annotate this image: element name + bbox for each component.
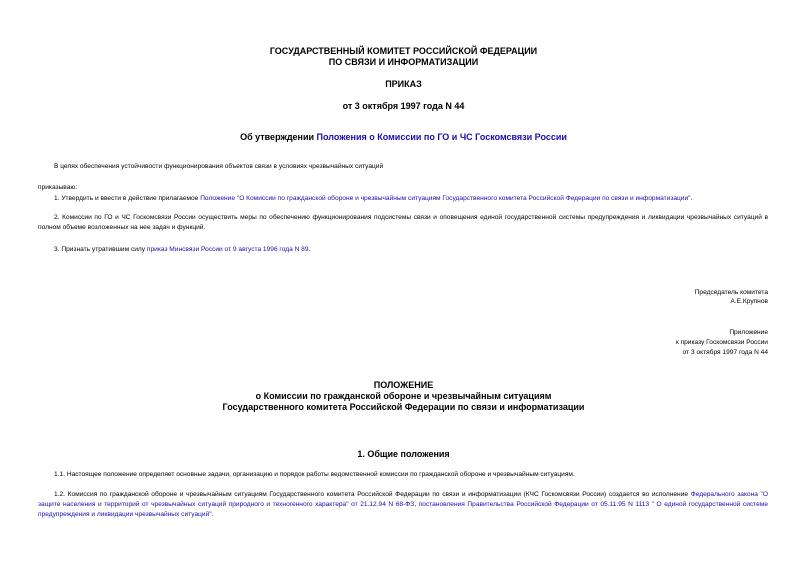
- repealed-order-link[interactable]: приказ Минсвязи России от 9 августа 1996 года N 89: [146, 246, 309, 253]
- section-1-para-2-mid: ,: [414, 501, 419, 508]
- order-item-1-suffix: .: [690, 195, 693, 202]
- order-item-2: 2. Комиссии по ГО и ЧС Госкомсвязи России осуществить меры по обеспечению функционирования подсистемы связи и оповещения единой государственной системы предупреждения и ликвидации чрезвычайных ситуаций в полном объеме возложенных на нее задач и функций.: [38, 214, 768, 231]
- section-1-para-1: 1.1. Настоящее положение определяет основные задачи, организацию и порядок работы ведомственной комиссии по гражданской обороне и чрезвычайным ситуациям.: [54, 471, 575, 478]
- regulation-link[interactable]: Положение "О Комиссии по гражданской обороне и чрезвычайным ситуациям Государственного комитета Российской Федерации по связи и информатизации": [200, 195, 691, 202]
- order-item-1: [38, 194, 768, 204]
- appendix-line-1: Приложение: [729, 329, 768, 336]
- section-1-para-2-prefix: 1.2. Комиссия по гражданской обороне и чрезвычайным ситуациям Государственного комитета Российской Федерации по связи и информатизации (КЧС Госкомсвязи России) создается во исполнение: [54, 491, 691, 498]
- order-item-1-prefix: 1. Утвердить и ввести в действие прилагаемое: [54, 195, 201, 202]
- section-1-para-2: [38, 490, 768, 520]
- signature-position: Председатель комитета: [694, 289, 768, 296]
- government-resolution-link[interactable]: постановления Правительства Российской Федерации от 05.11.95 N 1113 " О единой государственной системе предупреждения и ликвидации чрезвычайных ситуаций": [38, 501, 768, 518]
- doc-type: ПРИКАЗ: [385, 79, 422, 89]
- order-item-3-prefix: 3. Признать утратившим силу: [54, 246, 147, 253]
- doc-subject: [0, 132, 807, 143]
- preamble: В целях обеспечения устойчивости функционирования объектов связи в условиях чрезвычайных ситуаций: [54, 163, 384, 170]
- section-1-heading: 1. Общие положения: [357, 449, 450, 459]
- section-1-para-2-suffix: .: [211, 511, 214, 518]
- regulation-subtitle-1: о Комиссии по гражданской обороне и чрезвычайным ситуациям: [255, 391, 552, 401]
- issuer-line-2: ПО СВЯЗИ И ИНФОРМАТИЗАЦИИ: [328, 57, 479, 67]
- appendix-line-2: к приказу Госкомсвязи России: [675, 339, 768, 346]
- regulation-subtitle-2: Государственного комитета Российской Федерации по связи и информатизации: [222, 402, 585, 412]
- subject-regulation-link[interactable]: Положения о Комиссии по ГО и ЧС Госкомсвязи России: [316, 132, 567, 142]
- order-item-3: [38, 245, 768, 255]
- issuer-line-1: ГОСУДАРСТВЕННЫЙ КОМИТЕТ РОССИЙСКОЙ ФЕДЕРАЦИИ: [269, 46, 538, 56]
- regulation-title: ПОЛОЖЕНИЕ: [373, 380, 434, 390]
- order-item-3-suffix: .: [308, 246, 311, 253]
- doc-date-number: от 3 октября 1997 года N 44: [342, 101, 465, 111]
- order-word: приказываю:: [38, 184, 78, 191]
- signature-name: А.Е.Крупнов: [730, 298, 768, 305]
- federal-law-link[interactable]: Федерального закона "О защите населения и территорий от чрезвычайных ситуаций природного и техногенного характера" от 21.12.94 N 68-ФЗ: [38, 491, 768, 508]
- appendix-line-3: от 3 октября 1997 года N 44: [682, 349, 768, 356]
- doc-subject-prefix: Об утверждении: [240, 132, 317, 142]
